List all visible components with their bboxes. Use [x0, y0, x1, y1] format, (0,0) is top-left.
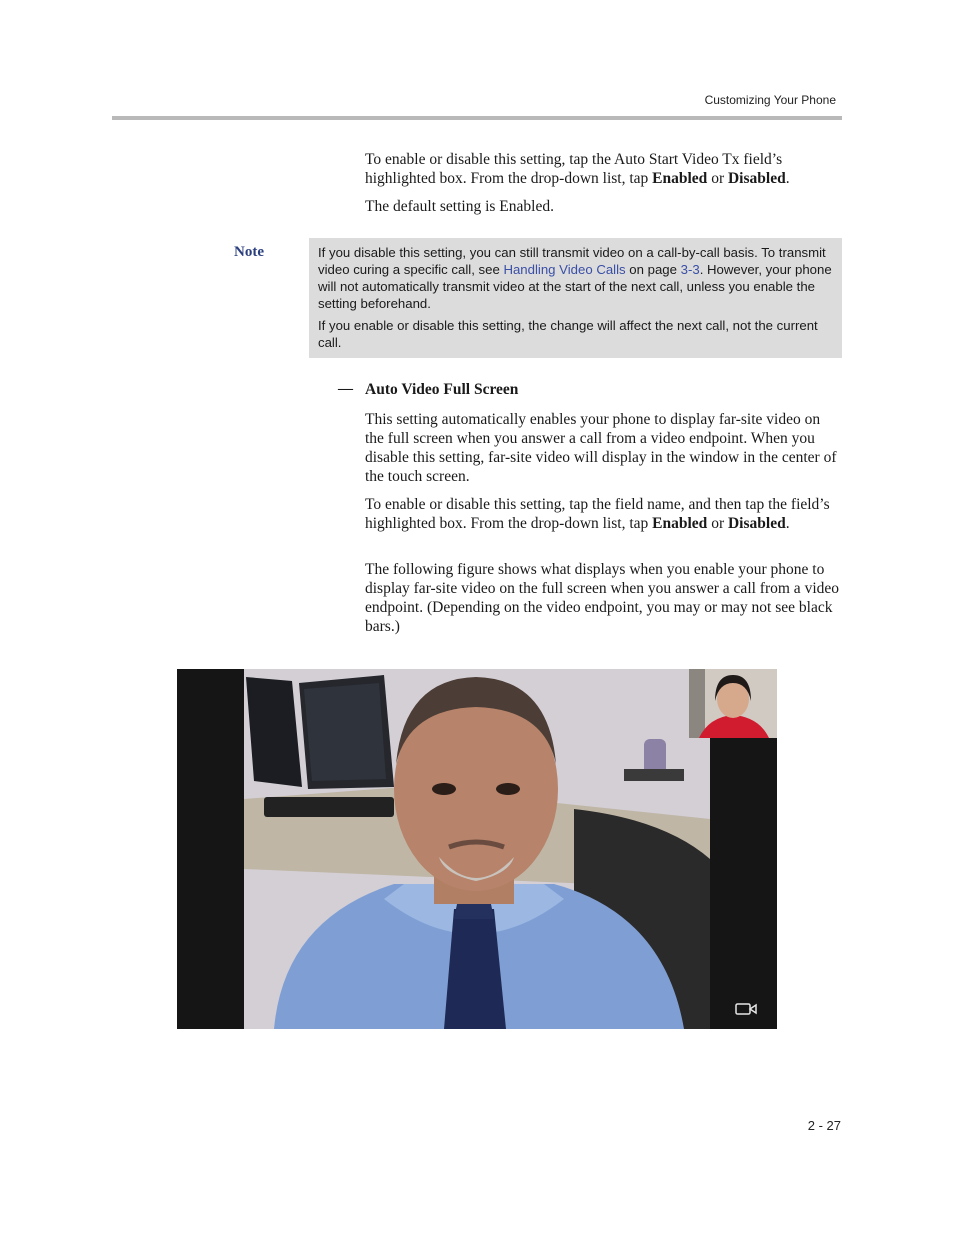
note-text: on page — [625, 262, 681, 277]
enabled-term: Enabled — [652, 170, 708, 187]
note-text: If you disable this setting, you can still transmit video on a call-by-call basis. To transmit video curing a specific call, see — [318, 245, 826, 277]
section-dash: — — [338, 381, 353, 397]
note-paragraph-1 — [318, 244, 832, 312]
or-text: or — [707, 515, 728, 532]
far-site-video — [244, 669, 710, 1029]
note-paragraph-2: If you enable or disable this setting, the change will affect the next call, not the current call. — [318, 318, 818, 350]
side-bar — [710, 738, 777, 1029]
intro-paragraph-1 — [365, 150, 842, 188]
period: . — [785, 515, 790, 532]
intro-paragraph-2: The default setting is Enabled. — [365, 198, 554, 215]
disabled-term: Disabled — [727, 515, 786, 532]
period: . — [785, 170, 790, 187]
or-text: or — [707, 170, 728, 187]
note-text: . However, your phone will not automatically transmit video at the start of the next call, unless you enable the setting beforehand. — [318, 262, 832, 311]
section-paragraph-2 — [365, 495, 842, 533]
section-paragraph-3: The following figure shows what displays when you enable your phone to display far-site video on the full screen when you answer a call from a video endpoint. (Depending on the video endpoint, you may or may not see black bars.) — [365, 561, 839, 635]
near-site-video — [689, 669, 777, 738]
video-call-figure — [177, 669, 777, 1029]
section-text: To enable or disable this setting, tap the field name, and then tap the field’s highlighted box. From the drop-down list, tap — [365, 496, 830, 532]
far-site-video-illustration — [244, 669, 710, 1029]
handling-video-calls-link[interactable]: Handling Video Calls — [503, 262, 626, 277]
note-label: Note — [234, 244, 264, 260]
page-number: 2 - 27 — [807, 1118, 841, 1133]
section-paragraph-1: This setting automatically enables your phone to display far-site video on the full screen when you answer a call from a video endpoint. When you disable this setting, far-site video will display in the window in the center of the touch screen. — [365, 411, 837, 485]
intro-text: To enable or disable this setting, tap the Auto Start Video Tx field’s highlighted box. From the drop-down list, tap — [365, 151, 783, 187]
video-camera-icon[interactable] — [735, 1002, 757, 1021]
enabled-term: Enabled — [652, 515, 708, 532]
header-rule — [112, 116, 842, 120]
running-header: Customizing Your Phone — [704, 93, 836, 107]
near-site-video-illustration — [689, 669, 777, 738]
section-heading: Auto Video Full Screen — [365, 381, 519, 398]
disabled-term: Disabled — [727, 170, 786, 187]
page-link[interactable]: 3-3 — [680, 262, 700, 277]
note-box — [309, 238, 842, 358]
